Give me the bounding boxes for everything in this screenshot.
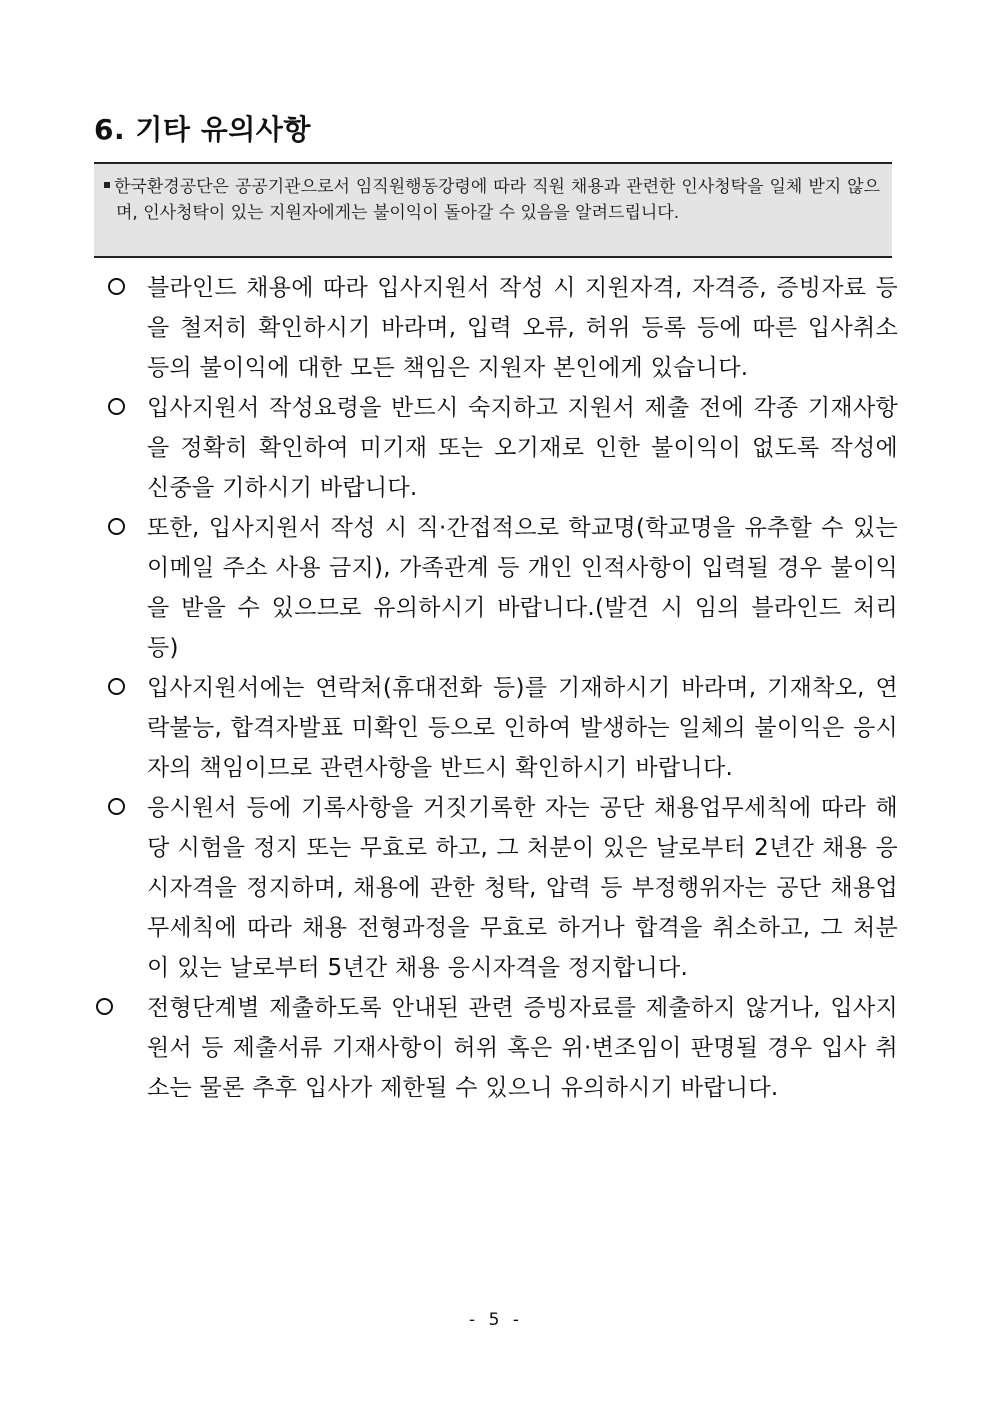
page-number: - 5 - xyxy=(469,1310,523,1330)
list-item-text: 전형단계별 제출하도록 안내된 관련 증빙자료를 제출하지 않거나, 입사지원서 등 제출서류 기재사항이 허위 혹은 위·변조임이 판명될 경우 입사 취소는 물론 추후 입사가 제한될 수 있으니 유의하시기 바랍니다. xyxy=(147,995,898,1101)
list-item xyxy=(100,388,898,508)
circle-bullet-icon xyxy=(108,678,125,695)
list-item xyxy=(100,268,898,388)
circle-bullet-icon xyxy=(108,278,125,295)
list-item xyxy=(100,508,898,668)
circle-bullet-icon xyxy=(96,998,113,1015)
notice-text: 한국환경공단은 공공기관으로서 임직원행동강령에 따라 직원 채용과 관련한 인사청탁을 일체 받지 않으며, 인사청탁이 있는 지원자에게는 불이익이 돌아갈 수 있음을 알려드립니다. xyxy=(114,177,880,223)
list-item-text: 또한, 입사지원서 작성 시 직·간접적으로 학교명(학교명을 유추할 수 있는 이메일 주소 사용 금지), 가족관계 등 개인 인적사항이 입력될 경우 불이익을 받을 수 있으므로 유의하시기 바랍니다.(발견 시 임의 블라인드 처리 등) xyxy=(147,515,898,661)
circle-bullet-icon xyxy=(108,518,125,535)
circle-bullet-icon xyxy=(108,798,125,815)
notice-list xyxy=(100,268,898,1108)
list-item-text: 응시원서 등에 기록사항을 거짓기록한 자는 공단 채용업무세칙에 따라 해당 시험을 정지 또는 무효로 하고, 그 처분이 있은 날로부터 2년간 채용 응시자격을 정지하며, 채용에 관한 청탁, 압력 등 부정행위자는 공단 채용업무세칙에 따라 채용 전형과정을 무효로 하거나 합격을 취소하고, 그 처분이 있는 날로부터 5년간 채용 응시자격을 정지합니다. xyxy=(147,795,898,981)
list-item xyxy=(100,988,898,1108)
page-title: 6. 기타 유의사항 xyxy=(94,113,311,146)
list-item-text: 블라인드 채용에 따라 입사지원서 작성 시 지원자격, 자격증, 증빙자료 등을 철저히 확인하시기 바라며, 입력 오류, 허위 등록 등에 따른 입사취소 등의 불이익에 대한 모든 책임은 지원자 본인에게 있습니다. xyxy=(147,275,898,381)
notice-box xyxy=(94,162,892,258)
square-bullet-icon xyxy=(104,182,110,188)
list-item xyxy=(100,788,898,988)
list-item-text: 입사지원서 작성요령을 반드시 숙지하고 지원서 제출 전에 각종 기재사항을 정확히 확인하여 미기재 또는 오기재로 인한 불이익이 없도록 작성에 신중을 기하시기 바랍니다. xyxy=(147,395,898,501)
circle-bullet-icon xyxy=(108,398,125,415)
list-item-text: 입사지원서에는 연락처(휴대전화 등)를 기재하시기 바라며, 기재착오, 연락불능, 합격자발표 미확인 등으로 인하여 발생하는 일체의 불이익은 응시자의 책임이므로 관련사항을 반드시 확인하시기 바랍니다. xyxy=(147,675,898,781)
list-item xyxy=(100,668,898,788)
